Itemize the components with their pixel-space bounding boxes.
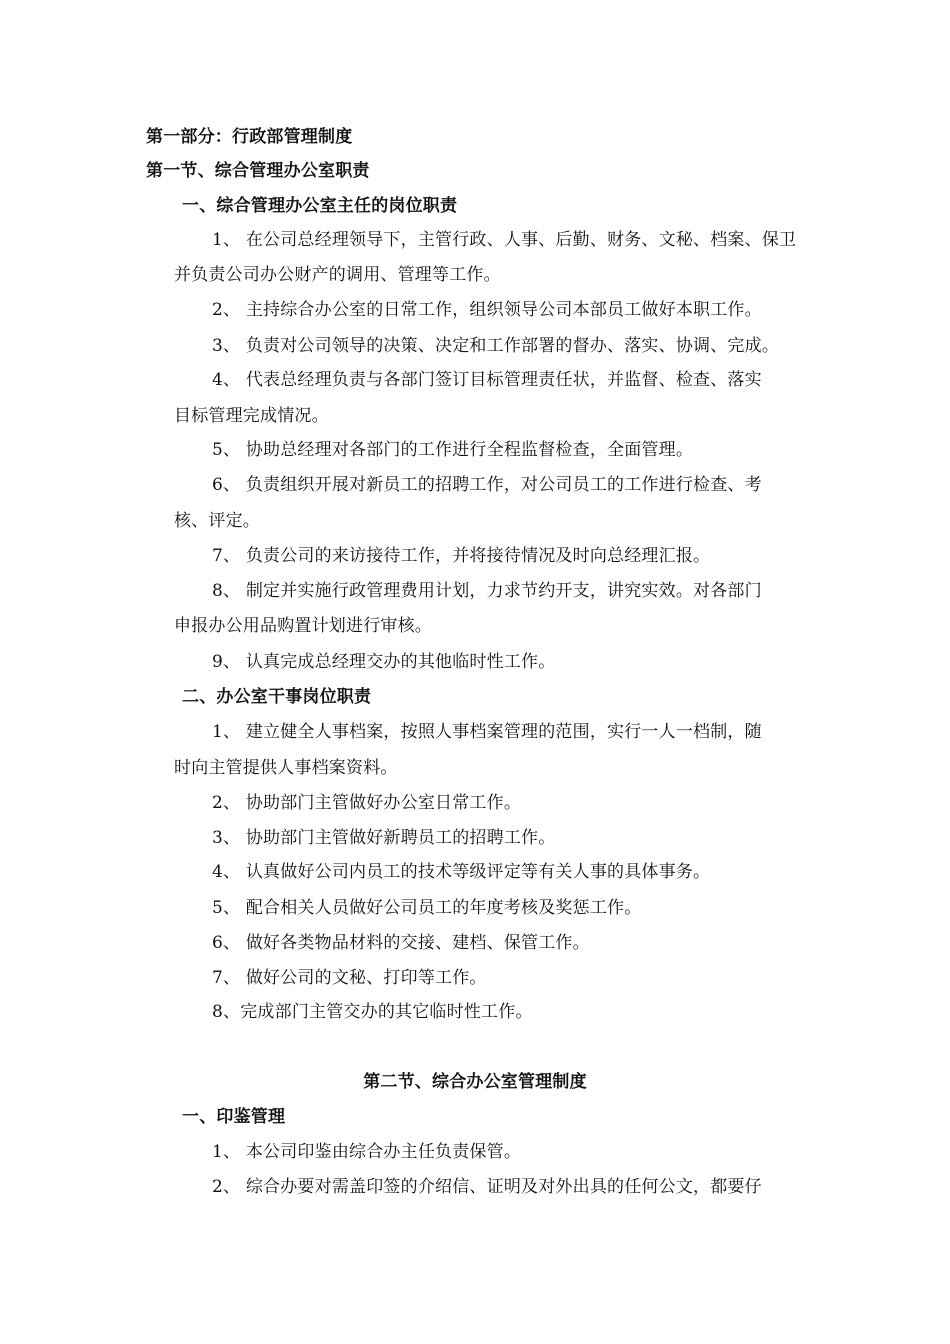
list-item: 5、 协助总经理对各部门的工作进行全程监督检查，全面管理。 <box>212 440 694 460</box>
list-item: 4、 认真做好公司内员工的技术等级评定等有关人事的具体事务。 <box>212 862 711 882</box>
list-item: 8、完成部门主管交办的其它临时性工作。 <box>212 1002 533 1022</box>
list-item: 2、 协助部门主管做好办公室日常工作。 <box>212 793 522 813</box>
list-item: 8、 制定并实施行政管理费用计划，力求节约开支，讲究实效。对各部门 <box>212 581 762 601</box>
list-item: 4、 代表总经理负责与各部门签订目标管理责任状，并监督、检查、落实 <box>212 370 762 390</box>
list-item: 2、 综合办要对需盖印签的介绍信、证明及对外出具的任何公文，都要仔 <box>212 1177 762 1197</box>
list-item-continuation: 目标管理完成情况。 <box>174 406 329 426</box>
list-item: 5、 配合相关人员做好公司员工的年度考核及奖惩工作。 <box>212 898 642 918</box>
section-title: 第一节、综合管理办公室职责 <box>146 161 370 181</box>
section-title: 第二节、综合办公室管理制度 <box>363 1072 587 1092</box>
list-item-continuation: 并负责公司办公财产的调用、管理等工作。 <box>174 265 501 285</box>
list-item: 2、 主持综合办公室的日常工作，组织领导公司本部员工做好本职工作。 <box>212 300 762 320</box>
subsection-title: 一、印鉴管理 <box>182 1107 286 1127</box>
list-item: 3、 负责对公司领导的决策、决定和工作部署的督办、落实、协调、完成。 <box>212 336 780 356</box>
list-item-continuation: 申报办公用品购置计划进行审核。 <box>174 616 432 636</box>
list-item: 1、 在公司总经理领导下，主管行政、人事、后勤、财务、文秘、档案、保卫 <box>212 230 797 250</box>
subsection-title: 一、综合管理办公室主任的岗位职责 <box>182 196 458 216</box>
list-item: 7、 做好公司的文秘、打印等工作。 <box>212 968 487 988</box>
list-item: 9、 认真完成总经理交办的其他临时性工作。 <box>212 652 556 672</box>
list-item: 1、 建立健全人事档案，按照人事档案管理的范围，实行一人一档制，随 <box>212 722 762 742</box>
list-item-continuation: 核、评定。 <box>174 511 260 531</box>
list-item: 1、 本公司印鉴由综合办主任负责保管。 <box>212 1142 522 1162</box>
part-title: 第一部分：行政部管理制度 <box>146 127 353 147</box>
subsection-title: 二、办公室干事岗位职责 <box>182 687 372 707</box>
list-item: 3、 协助部门主管做好新聘员工的招聘工作。 <box>212 828 556 848</box>
list-item: 6、 负责组织开展对新员工的招聘工作，对公司员工的工作进行检查、考 <box>212 475 762 495</box>
list-item-continuation: 时向主管提供人事档案资料。 <box>174 758 398 778</box>
list-item: 7、 负责公司的来访接待工作，并将接待情况及时向总经理汇报。 <box>212 546 711 566</box>
list-item: 6、 做好各类物品材料的交接、建档、保管工作。 <box>212 933 590 953</box>
